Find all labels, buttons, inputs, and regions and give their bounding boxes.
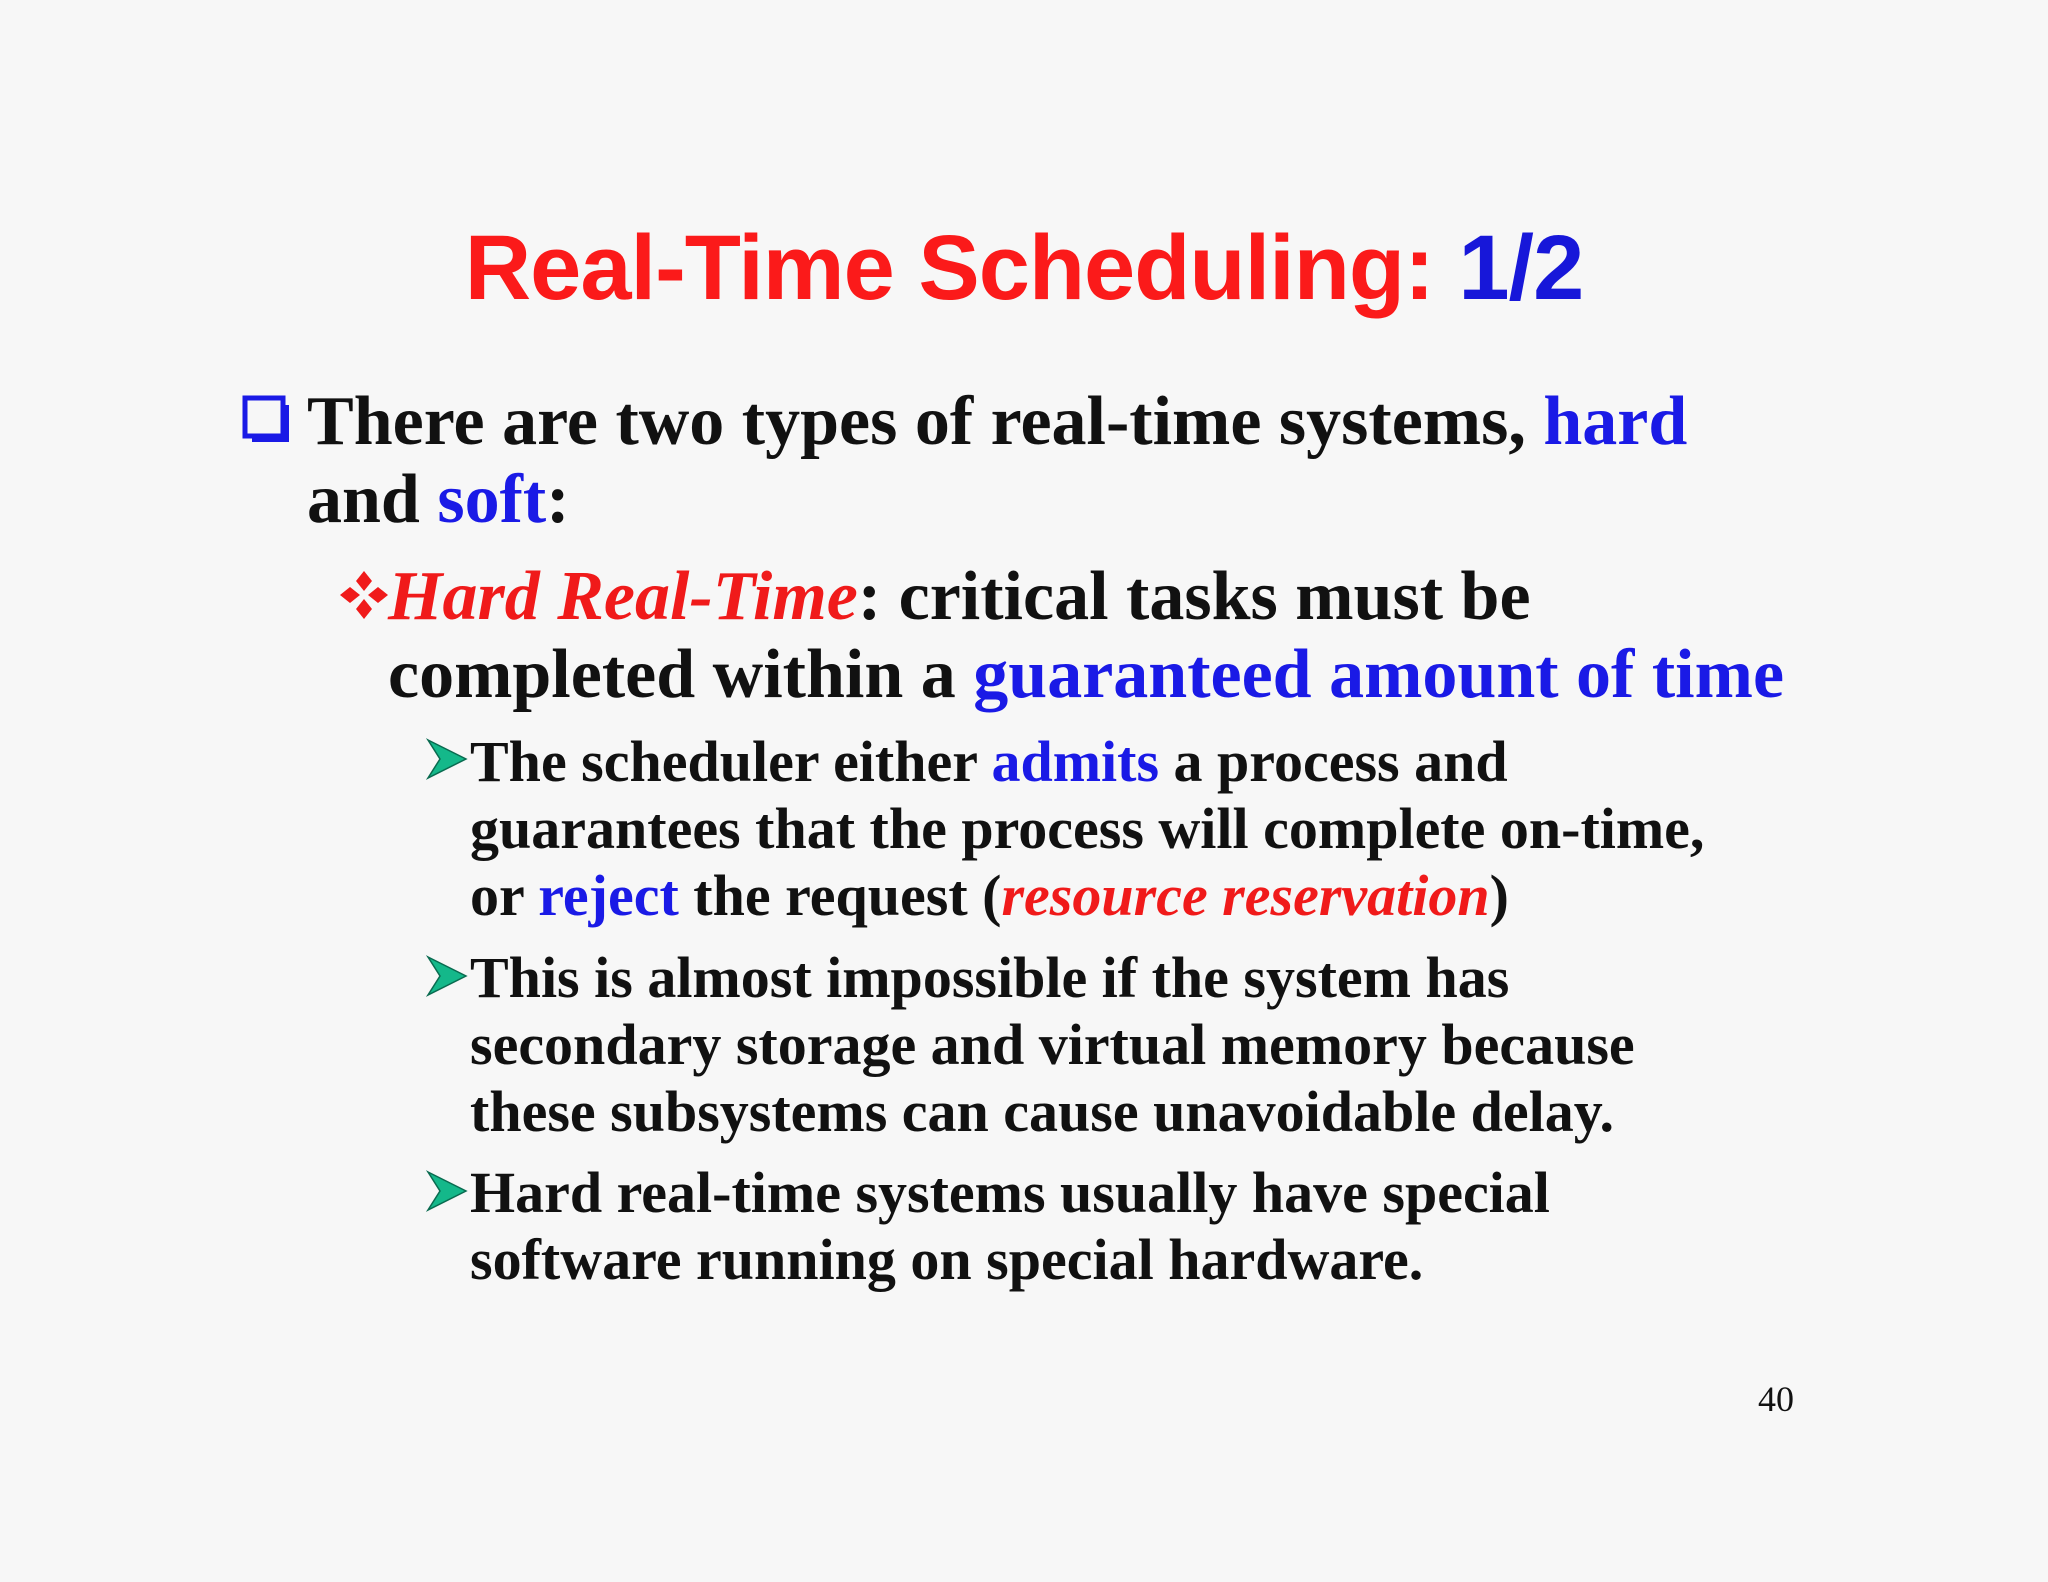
title-main: Real-Time Scheduling: [464,217,1434,319]
bullet1-text: There are two types of real-time systems, [307,383,1544,460]
sub2-line3: these subsystems can cause unavoidable delay. [470,1079,1615,1144]
term-admits: admits [991,729,1160,794]
bullet2-text: : critical tasks must be [857,558,1531,635]
square-bullet-icon [242,395,290,443]
term-resource-reservation: resource reservation [1001,863,1490,928]
sub2-line1: This is almost impossible if the system has [470,945,1510,1010]
term-hard: hard [1543,383,1688,460]
arrow-bullet-icon [426,955,468,997]
page-number: 40 [1758,1379,1794,1419]
sub1-text: The scheduler either [470,729,992,794]
four-diamond-bullet-icon [336,567,392,623]
term-hard-real-time: Hard Real-Time [388,558,858,635]
sub1-text-request: the request ( [678,863,1002,928]
sub3-line2: software running on special hardware. [470,1227,1424,1292]
sub1-line2: guarantees that the process will complete on-time, [470,796,1705,861]
bullet1-colon: : [546,461,570,538]
sub1-line1 [470,728,1508,795]
sub3-line1: Hard real-time systems usually have special [470,1160,1550,1225]
sub1-text-b: a process and [1159,729,1508,794]
bullet1-line1 [307,383,1687,461]
sub2-line2: secondary storage and virtual memory because [470,1012,1635,1077]
sub1-close-paren: ) [1489,863,1509,928]
term-guaranteed: guaranteed amount of time [973,636,1785,713]
bullet2-text-2: completed within a [388,636,974,713]
slide-title [0,218,2048,319]
sub1-line3 [470,862,1509,929]
bullet2-line2 [388,636,1784,714]
sub1-text-or: or [470,863,539,928]
title-part: 1/2 [1458,217,1584,319]
bullet1-line2 [307,461,570,539]
arrow-bullet-icon [426,1170,468,1212]
bullet1-text-2: and [307,461,438,538]
arrow-bullet-icon [426,738,468,780]
term-reject: reject [538,863,679,928]
bullet2-line1 [388,558,1531,636]
term-soft: soft [437,461,547,538]
